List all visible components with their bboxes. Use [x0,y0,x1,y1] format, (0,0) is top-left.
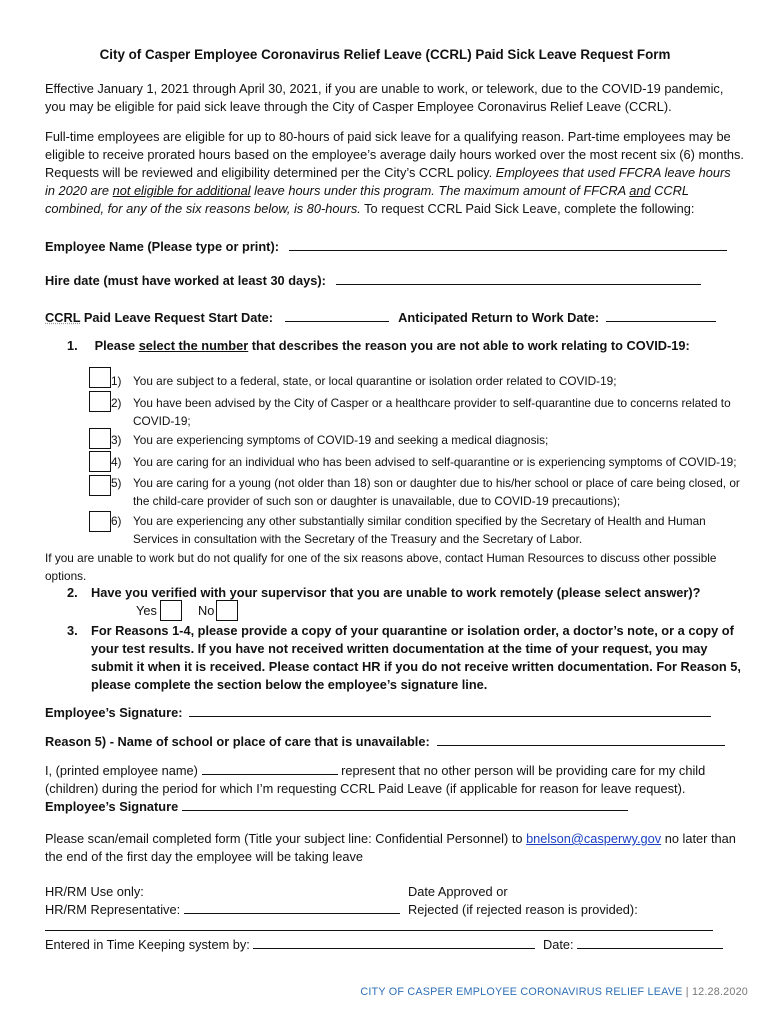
hr-use-only-label: HR/RM Use only: [45,884,144,899]
question-text: your test results. If you have not received written documentation at the time of your request, you may [91,641,708,656]
leave-dates-row [45,309,716,325]
timekeeping-date-field[interactable] [577,936,723,949]
reason-3 [111,431,548,449]
reason-number: 5) [111,476,122,490]
question-text-underlined: select the number [138,338,249,353]
reason-5 [111,474,740,510]
reason-number: 2) [111,396,122,410]
reason5-school-label: Reason 5) - Name of school or place of care that is unavailable: [45,734,430,749]
reason-text: COVID-19; [133,414,191,428]
no-checkbox[interactable] [216,600,238,621]
reason5-school-field[interactable] [437,733,725,746]
return-date-label: Anticipated Return to Work Date: [398,310,600,325]
reason-text: You are caring for an individual who has been advised to self-quarantine or is experiencing symptoms of COVID-19; [133,455,737,469]
eligibility-text: leave hours under this program. The maximum amount of FFCRA [250,183,630,198]
start-date-field[interactable] [285,309,389,322]
reason-number: 1) [111,374,122,388]
attestation [45,762,705,816]
attestation-signature-field[interactable] [182,798,628,811]
submission-line: the end of the first day the employee will be taking leave [45,849,363,864]
yes-checkbox[interactable] [160,600,182,621]
hr-rep-field[interactable] [184,901,400,914]
reason-4-checkbox[interactable] [89,451,111,472]
reason-6 [111,512,706,548]
page-footer [360,986,748,998]
submission-text: Please scan/email completed form (Title your subject line: Confidential Personnel) to [45,831,527,846]
intro-line: you may be eligible for paid sick leave through the City of Casper Employee Coronavirus Relief Leave (CCRL). [45,99,672,114]
form-title: City of Casper Employee Coronavirus Relief Leave (CCRL) Paid Sick Leave Request Form [99,47,671,62]
question-text: please complete the section below the employee’s signature line. [91,677,488,692]
attestation-signature-line [45,798,705,816]
question-text: Please [94,338,139,353]
reason-text-block [133,512,706,548]
reason-text-block [133,394,731,430]
reason-5-checkbox[interactable] [89,475,111,496]
eligibility-text: To request CCRL Paid Sick Leave, complete the following: [360,201,695,216]
timekeeping-row [45,936,723,952]
question-text: Have you verified with your supervisor that you are unable to work remotely (please select answer)? [91,585,701,600]
hr-rep-row [45,901,400,919]
reason-text: the child-care provider of such son or daughter is unavailable, due to COVID-19 precautions); [133,494,621,508]
timekeeping-date-label: Date: [542,937,574,952]
eligibility-line [45,200,735,218]
question-text: submit it when it is received. Please contact HR if you do not receive written documentation. For Reason 5, [91,659,741,674]
reason-text: You are experiencing any other substantially similar condition specified by the Secretary of Health and Human [133,514,706,528]
employee-signature-label: Employee’s Signature: [45,705,183,720]
attestation-text: represent that no other person will be providing care for my child [341,763,706,778]
question-2 [67,585,700,600]
reason-number: 3) [111,433,122,447]
eligibility-line [45,164,735,182]
other-reasons-note [45,549,717,585]
question-text-block [91,622,741,694]
submission-instructions [45,830,736,866]
intro-line: Effective January 1, 2021 through April 30, 2021, if you are unable to work, or telework, due to the COVID-19 pandemic, [45,81,724,96]
reason-text: You have been advised by the City of Casper or a healthcare provider to self-quarantine due to concerns related to [133,396,731,410]
note-line: options. [45,569,87,583]
hire-date-label: Hire date (must have worked at least 30 days): [45,273,326,288]
submission-text: no later than [661,831,736,846]
employee-signature-field[interactable] [189,704,711,717]
eligibility-line: eligible to receive prorated hours based on the employee’s average daily hours worked over the most recent six (6) months. [45,147,744,162]
eligibility-underlined: not eligible for additional [112,183,251,198]
reason-text-block [133,474,740,510]
no-label: No [198,603,215,618]
date-approved-label: Date Approved or [408,884,508,899]
start-date-label: Paid Leave Request Start Date: [80,310,274,325]
reason-4 [111,453,737,471]
hire-date-row [45,272,701,288]
return-date-field[interactable] [606,309,716,322]
attestation-text: I, (printed employee name) [45,763,198,778]
question-number: 3. [67,623,78,638]
question-text: that describes the reason you are not able to work relating to COVID-19: [248,338,690,353]
employee-name-label: Employee Name (Please type or print): [45,239,279,254]
reason-3-checkbox[interactable] [89,428,111,449]
reason-2 [111,394,731,430]
question-1 [67,338,690,353]
hire-date-field[interactable] [336,272,701,285]
employee-name-row [45,238,727,254]
reason-text: You are experiencing symptoms of COVID-19 and seeking a medical diagnosis; [133,433,549,447]
footer-separator: | [682,986,692,998]
timekeeping-field[interactable] [253,936,535,949]
reason-text: You are caring for a young (not older than 18) son or daughter due to his/her school or place of care being closed, or [133,476,740,490]
employee-name-field[interactable] [289,238,727,251]
yes-option [136,603,157,618]
reason-number: 6) [111,514,122,528]
question-3 [67,622,741,694]
submission-line [45,830,736,848]
hr-rep-label: HR/RM Representative: [45,902,181,917]
email-link[interactable]: bnelson@casperwy.gov [526,831,662,846]
question-number: 1. [67,338,78,353]
ccrl-label: CCRL [45,310,81,325]
reason-text: Services in consultation with the Secretary of the Treasury and the Secretary of Labor. [133,532,583,546]
reason-number: 4) [111,455,122,469]
printed-name-field[interactable] [202,762,338,775]
eligibility-italic: Employees that used FFCRA leave hours [495,165,731,180]
eligibility-line [45,182,735,200]
question-text: For Reasons 1-4, please provide a copy of your quarantine or isolation order, a doctor’s note, or a copy of [91,623,734,638]
rejected-label: Rejected (if rejected reason is provided): [408,902,638,917]
eligibility-text: CCRL [650,183,689,198]
footer-text: CITY OF CASPER EMPLOYEE CORONAVIRUS RELIEF LEAVE [360,986,683,998]
reason-1 [111,372,617,390]
attestation-line: (children) during the period for which I’m requesting CCRL Paid Leave (if applicable for reason for leave request). [45,781,686,796]
yes-label: Yes [136,603,157,618]
rejection-reason-line[interactable] [45,920,713,931]
eligibility-line: Full-time employees are eligible for up to 80-hours of paid sick leave for a qualifying reason. Part-time employees may be [45,129,731,144]
eligibility-text: Requests will be reviewed and eligibility determined per the City’s CCRL policy. [45,165,496,180]
reason-1-checkbox[interactable] [89,367,111,388]
eligibility-text: in 2020 are [45,183,113,198]
reason-text: You are subject to a federal, state, or local quarantine or isolation order related to COVID-19; [133,374,617,388]
hr-use-block [45,883,400,919]
attestation-signature-label: Employee’s Signature [45,799,179,814]
footer-date: 12.28.2020 [691,986,748,998]
eligibility-italic: combined, for any of the six reasons below, is 80-hours. [45,201,361,216]
reason-6-checkbox[interactable] [89,511,111,532]
employee-signature-row [45,704,711,720]
reason5-school-row [45,733,725,749]
no-option [198,603,214,618]
note-line: If you are unable to work but do not qualify for one of the six reasons above, contact Human Resources to discuss other possible [45,551,717,565]
eligibility-paragraph [45,128,744,218]
question-number: 2. [67,585,78,600]
attestation-line [45,762,705,780]
eligibility-underlined: and [629,183,651,198]
approval-block [408,883,638,919]
reason-2-checkbox[interactable] [89,391,111,412]
timekeeping-label: Entered in Time Keeping system by: [45,937,250,952]
intro-paragraph [45,80,735,116]
